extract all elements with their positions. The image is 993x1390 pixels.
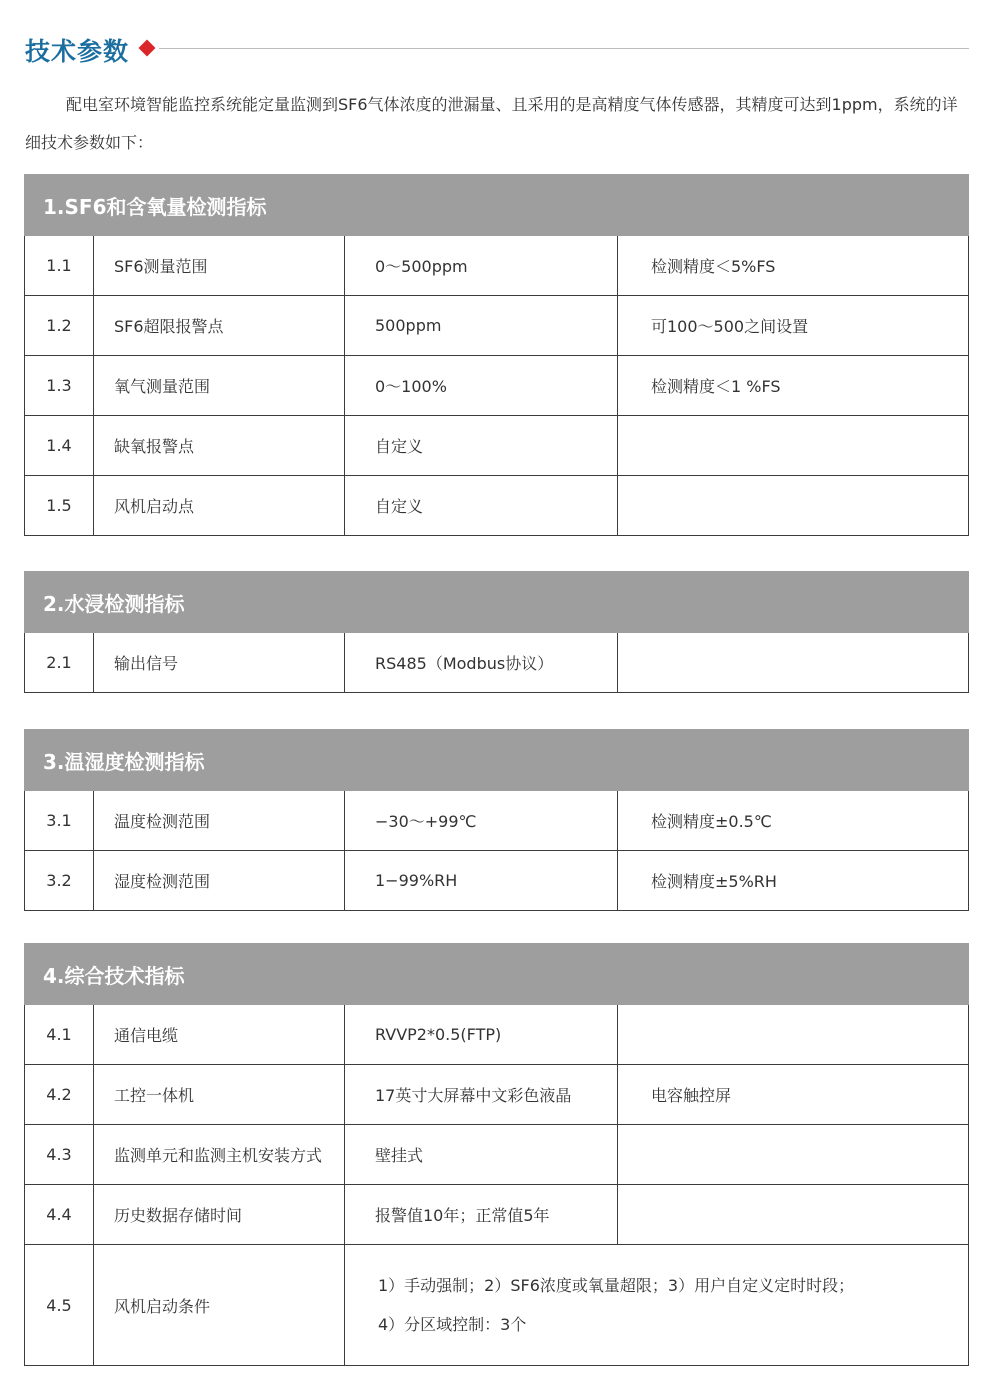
row-value: 17英寸大屏幕中文彩色液晶	[345, 1065, 618, 1125]
table-row	[25, 416, 969, 476]
table-row	[25, 236, 969, 296]
heading-divider	[159, 48, 969, 49]
row-value-multiline	[345, 1245, 969, 1366]
table-title: 4.综合技术指标	[25, 944, 969, 1005]
table-row	[25, 791, 969, 851]
spec-table-temp-humidity	[24, 729, 969, 911]
row-note: 检测精度＜5%FS	[618, 236, 969, 296]
row-value: 0～500ppm	[345, 236, 618, 296]
intro-paragraph: 配电室环境智能监控系统能定量监测到SF6气体浓度的泄漏量、且采用的是高精度气体传感器，其精度可达到1ppm，系统的详细技术参数如下：	[25, 95, 958, 152]
section-title: 技术参数	[25, 37, 130, 66]
table-title: 2.水浸检测指标	[25, 572, 969, 633]
row-item: 风机启动点	[94, 476, 345, 536]
row-item: 风机启动条件	[94, 1245, 345, 1366]
spec-table-sf6-oxygen	[24, 174, 969, 536]
row-value: RVVP2*0.5(FTP)	[345, 1005, 618, 1065]
row-item: 工控一体机	[94, 1065, 345, 1125]
table-row	[25, 1065, 969, 1125]
row-item: 湿度检测范围	[94, 851, 345, 911]
row-note: 电容触控屏	[618, 1065, 969, 1125]
row-value: 报警值10年；正常值5年	[345, 1185, 618, 1245]
row-note	[618, 1005, 969, 1065]
row-value: −30～+99℃	[345, 791, 618, 851]
row-note: 可100～500之间设置	[618, 296, 969, 356]
row-value: RS485（Modbus协议）	[345, 633, 618, 693]
table-row	[25, 1245, 969, 1366]
table-row	[25, 1125, 969, 1185]
row-item: 历史数据存储时间	[94, 1185, 345, 1245]
row-note	[618, 416, 969, 476]
row-item: 通信电缆	[94, 1005, 345, 1065]
row-value: 0～100%	[345, 356, 618, 416]
row-number: 4.1	[25, 1005, 94, 1065]
row-note	[618, 633, 969, 693]
row-number: 1.2	[25, 296, 94, 356]
row-item: SF6测量范围	[94, 236, 345, 296]
row-number: 4.3	[25, 1125, 94, 1185]
table-row	[25, 1185, 969, 1245]
table-row	[25, 1005, 969, 1065]
spec-table-water-leak	[24, 571, 969, 693]
row-number: 3.2	[25, 851, 94, 911]
row-value: 自定义	[345, 476, 618, 536]
table-row	[25, 356, 969, 416]
diamond-icon	[139, 40, 156, 57]
row-note: 检测精度±5%RH	[618, 851, 969, 911]
row-number: 1.3	[25, 356, 94, 416]
row-number: 1.4	[25, 416, 94, 476]
row-number: 4.4	[25, 1185, 94, 1245]
table-title: 3.温湿度检测指标	[25, 730, 969, 791]
row-note: 检测精度±0.5℃	[618, 791, 969, 851]
row-number: 1.5	[25, 476, 94, 536]
condition-line-1: 1）手动强制；2）SF6浓度或氧量超限；3）用户自定义定时时段；	[378, 1276, 855, 1295]
row-number: 2.1	[25, 633, 94, 693]
row-note: 检测精度＜1 %FS	[618, 356, 969, 416]
row-note	[618, 476, 969, 536]
row-value: 1−99%RH	[345, 851, 618, 911]
row-note	[618, 1125, 969, 1185]
table-row	[25, 633, 969, 693]
row-number: 1.1	[25, 236, 94, 296]
row-item: 输出信号	[94, 633, 345, 693]
row-number: 3.1	[25, 791, 94, 851]
table-title: 1.SF6和含氧量检测指标	[25, 175, 969, 236]
row-note	[618, 1185, 969, 1245]
table-row	[25, 851, 969, 911]
row-item: 氧气测量范围	[94, 356, 345, 416]
row-item: 温度检测范围	[94, 791, 345, 851]
table-row	[25, 296, 969, 356]
row-number: 4.5	[25, 1245, 94, 1366]
row-item: 监测单元和监测主机安装方式	[94, 1125, 345, 1185]
row-item: 缺氧报警点	[94, 416, 345, 476]
table-row	[25, 476, 969, 536]
row-value: 500ppm	[345, 296, 618, 356]
condition-line-2: 4）分区域控制：3个	[378, 1315, 527, 1334]
row-value: 壁挂式	[345, 1125, 618, 1185]
row-item: SF6超限报警点	[94, 296, 345, 356]
row-value: 自定义	[345, 416, 618, 476]
spec-table-general	[24, 943, 969, 1366]
row-number: 4.2	[25, 1065, 94, 1125]
section-heading	[25, 28, 969, 72]
